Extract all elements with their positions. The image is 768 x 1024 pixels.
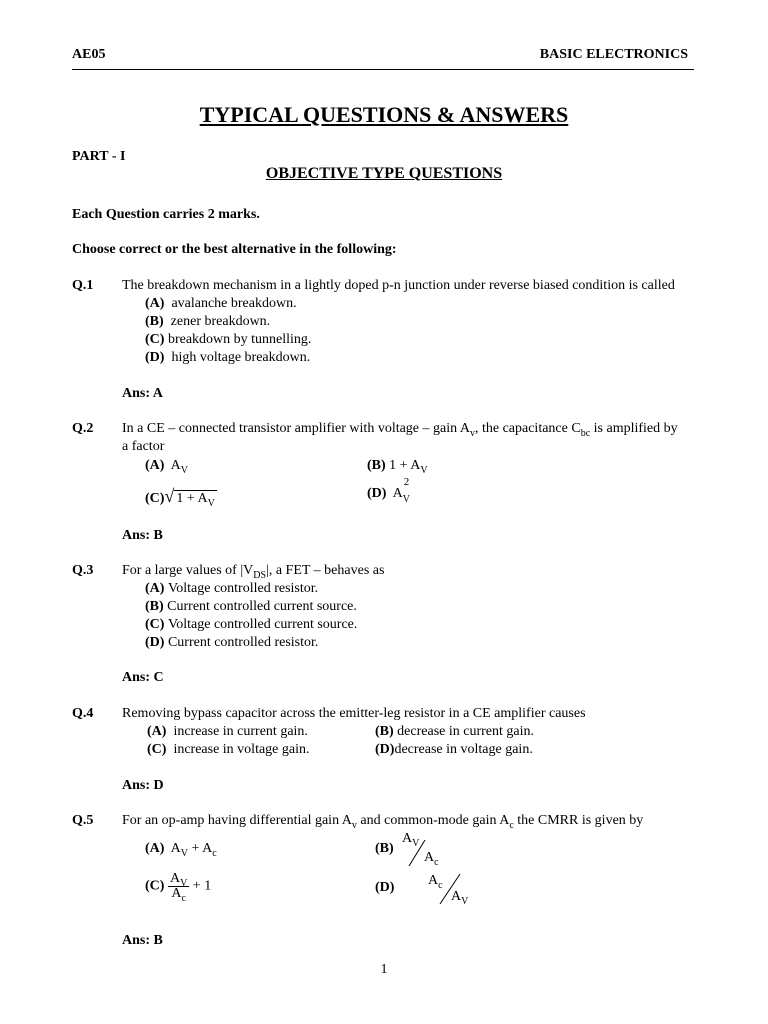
question-text: For a large values of $|V_{DS}|$, a FET – behaves as [122,563,385,581]
option-label: (D) [375,880,395,895]
option-d: (D) A 2 $_V$ [367,476,411,505]
part-label: PART - I [72,149,126,164]
doc-subject: BASIC ELECTRONICS [539,47,688,62]
ratio-numerator: $A_V$ [402,831,420,849]
option-b: (B) Current controlled current source. [145,599,357,614]
option-label: (B) [375,841,394,856]
option-text: breakdown by tunnelling. [167,332,312,347]
option-d [145,351,310,365]
option-label: (A) [145,581,165,596]
sqrt-expression: $1 + A_V$ [176,491,215,509]
option-d: (D) Current controlled resistor. [145,635,319,650]
option-b [375,842,394,856]
option-label: (B) [375,724,394,739]
page-number: 1 [380,962,388,977]
question-text: Removing bypass capacitor across the emitter-leg resistor in a CE amplifier causes [122,706,586,721]
answer: Ans: D [122,778,164,793]
ratio-denominator: $A_V$ [451,889,469,907]
option-label: (A) [145,458,165,473]
option-label: (C) [147,742,167,757]
option-b [145,315,270,329]
option-label: (B) [145,599,164,614]
question-number: Q.2 [72,421,94,436]
option-c: (C) increase in voltage gain. [147,742,310,757]
option-a: (A) $A_V + A_c$ [145,841,217,859]
option-text: high voltage breakdown. [171,350,311,365]
option-label: (C) [145,878,165,894]
option-b: (B) $1 + A_V$ [367,458,428,476]
question-number: Q.1 [72,278,94,293]
option-label: (B) [367,458,386,473]
question-text: The breakdown mechanism in a lightly doped p-n junction under reverse biased condition is called [122,278,675,293]
instruction: Choose correct or the best alternative in the following: [72,242,397,257]
option-d [375,881,394,895]
question-number: Q.4 [72,706,94,721]
doc-code: AE05 [72,47,106,62]
header-rule [72,69,694,70]
answer: Ans: B [122,528,163,543]
ratio-slash [405,838,429,868]
ratio-denominator: $A_c$ [424,850,439,868]
answer: Ans: B [122,933,163,948]
option-label: (D) [145,350,165,365]
question-text: For an op-amp having differential gain $A_v$ and common-mode gain $A_c$ the CMRR is given by [122,813,644,831]
option-label: (C) [145,617,165,632]
answer: Ans: C [122,670,164,685]
option-label: (A) [147,724,167,739]
option-c: (C) Voltage controlled current source. [145,617,358,632]
option-label: (B) [145,314,164,329]
ratio-numerator: $A_c$ [428,873,443,891]
answer: Ans: A [122,386,163,401]
option-d: (D)decrease in voltage gain. [375,742,533,757]
page-title: TYPICAL QUESTIONS & ANSWERS [199,102,569,127]
question-number: Q.3 [72,563,94,578]
option-b: (B) decrease in current gain. [375,724,534,739]
option-label: (A) [145,841,165,856]
option-a [145,297,297,311]
option-text: zener breakdown. [170,314,271,329]
section-title: OBJECTIVE TYPE QUESTIONS [265,165,503,182]
question-text-cont: a factor [122,439,165,454]
option-a: (A) increase in current gain. [147,724,308,739]
fraction: $\frac{A_V}{A_c}$ [169,871,188,904]
option-c: (C)√ $1 + A_V$ [145,486,215,509]
option-c: (C) $\frac{A_V}{A_c}$ + 1 [145,871,212,904]
option-text: avalanche breakdown. [171,296,297,311]
option-c [145,333,311,347]
option-a: (A) $A_V$ [145,458,189,476]
question-text: In a CE – connected transistor amplifier with voltage – gain $A_v$, the capacitance $C_{bc}$ is amplified by [122,421,678,439]
option-label: (D) [367,486,387,501]
marks-note: Each Question carries 2 marks. [72,207,260,222]
option-a: (A) Voltage controlled resistor. [145,581,319,596]
question-number: Q.5 [72,813,94,828]
option-label: (A) [145,296,165,311]
option-label: (D) [145,635,165,650]
option-label: (D) [375,742,395,757]
option-label: (C) [145,491,165,506]
ratio-slash [436,872,464,906]
option-label: (C) [145,332,165,347]
